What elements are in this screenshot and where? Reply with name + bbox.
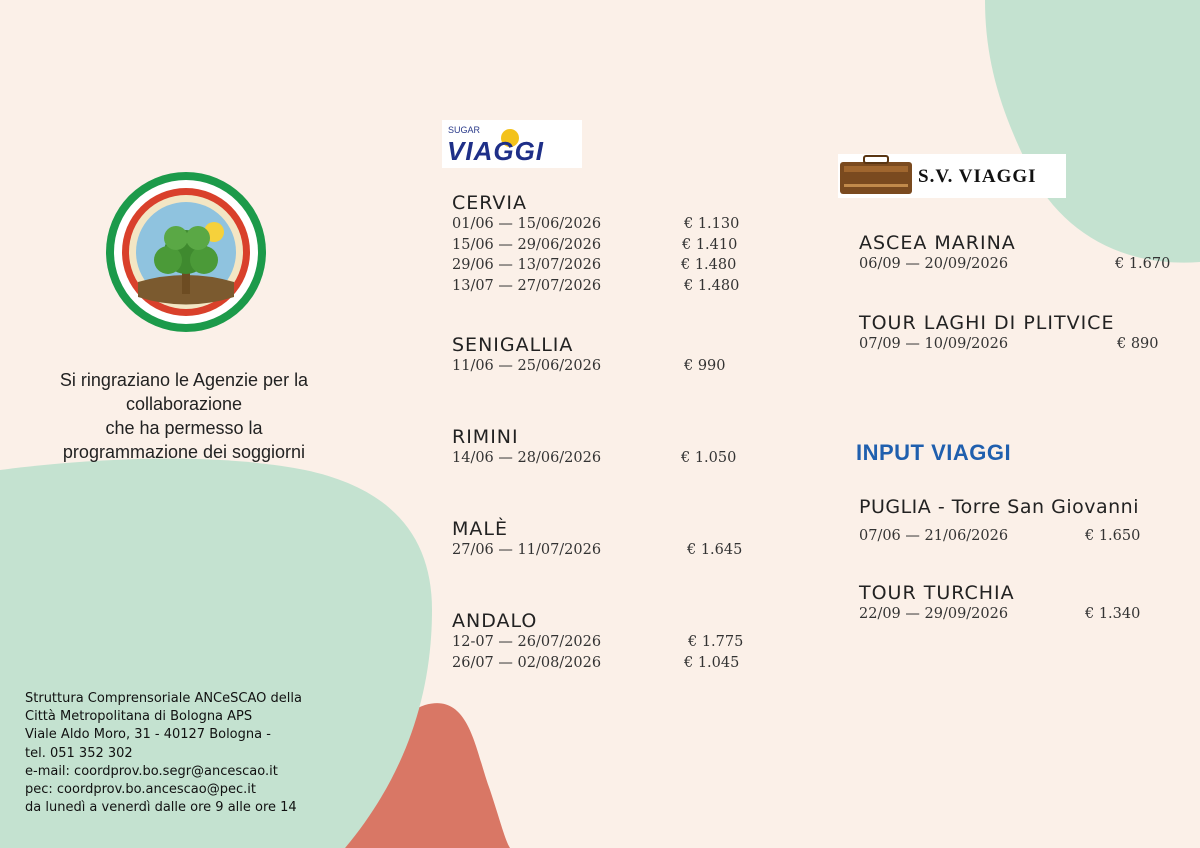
sv-logo-text: S.V. VIAGGI (918, 166, 1037, 187)
destination-title: ANDALO (452, 610, 538, 632)
dates: 07/09 — 10/09/2026 (859, 336, 1009, 352)
price: € 1.340 (1085, 606, 1141, 622)
dest-rimini (452, 426, 752, 471)
thanks-line: collaborazione (125, 394, 243, 414)
date-price-row (859, 256, 1179, 277)
date-price-row (859, 336, 1179, 357)
date-price-row (452, 237, 752, 258)
dest-turchia (859, 582, 1179, 627)
date-price-row (452, 450, 752, 471)
dates: 01/06 — 15/06/2026 (452, 216, 602, 232)
thanks-line: che ha permesso la (105, 418, 263, 438)
destination-title: TOUR LAGHI DI PLITVICE (859, 312, 1115, 334)
destination-title: RIMINI (452, 426, 519, 448)
date-price-row (452, 358, 752, 379)
contact-address (25, 690, 385, 817)
date-price-row (452, 216, 752, 237)
price: € 1.645 (687, 542, 743, 558)
dest-cervia (452, 192, 752, 298)
dest-plitvice (859, 312, 1179, 357)
address-line: Città Metropolitana di Bologna APS (25, 709, 253, 725)
address-line: Struttura Comprensoriale ANCeSCAO della (25, 691, 302, 706)
price: € 990 (684, 358, 726, 374)
dates: 29/06 — 13/07/2026 (452, 257, 602, 273)
dest-puglia (859, 496, 1179, 549)
price: € 1.045 (684, 654, 740, 671)
dates: 14/06 — 28/06/2026 (452, 450, 602, 466)
sugar-logo-small-text: SUGAR (448, 125, 481, 135)
destination-title: MALÈ (452, 518, 508, 540)
thanks-line: programmazione dei soggiorni (62, 442, 306, 462)
ancescao-logo (96, 172, 276, 342)
mint-blob-top-right (985, 0, 1200, 263)
dates: 12-07 — 26/07/2026 (452, 634, 602, 650)
input-viaggi-logo: INPUT VIAGGI (856, 440, 1012, 465)
sugar-logo-big-text: VIAGGI (447, 136, 545, 166)
date-price-row (452, 257, 752, 278)
price: € 1.480 (684, 277, 740, 294)
price: € 1.650 (1085, 528, 1141, 544)
dates: 07/06 — 21/06/2026 (859, 528, 1009, 544)
dates: 11/06 — 25/06/2026 (452, 358, 602, 374)
destination-title: TOUR TURCHIA (859, 582, 1015, 604)
sv-viaggi-logo (838, 154, 1066, 198)
price: € 1.410 (682, 236, 738, 253)
price: € 1.050 (681, 450, 737, 466)
thanks-text (20, 368, 348, 464)
date-price-row (452, 634, 752, 655)
price: € 1.130 (684, 216, 740, 232)
dates: 26/07 — 02/08/2026 (452, 654, 602, 671)
destination-title: ASCEA MARINA (859, 232, 1016, 254)
dates: 06/09 — 20/09/2026 (859, 256, 1009, 272)
address-line: tel. 051 352 302 (25, 745, 133, 761)
destination-title: SENIGALLIA (452, 334, 574, 356)
sugar-viaggi-logo (442, 120, 582, 168)
destination-title: CERVIA (452, 192, 528, 214)
address-line: pec: coordprov.bo.ancescao@pec.it (25, 782, 256, 798)
date-price-row (452, 278, 752, 299)
price: € 890 (1117, 336, 1159, 352)
address-line: e-mail: coordprov.bo.segr@ancescao.it (25, 763, 278, 779)
dates: 15/06 — 29/06/2026 (452, 236, 602, 253)
dest-senigallia (452, 334, 752, 379)
dest-male (452, 518, 752, 563)
address-line: da lunedì a venerdì dalle ore 9 alle ore 14 (25, 800, 297, 816)
date-price-row (452, 542, 752, 563)
date-price-row (859, 606, 1179, 627)
price: € 1.480 (681, 257, 737, 273)
dates: 22/09 — 29/09/2026 (859, 606, 1009, 622)
destination-title: PUGLIA - Torre San Giovanni (859, 496, 1139, 518)
dest-andalo (452, 610, 752, 675)
dates: 13/07 — 27/07/2026 (452, 277, 602, 294)
address-line: Viale Aldo Moro, 31 - 40127 Bologna - (25, 727, 271, 743)
price: € 1.775 (688, 634, 744, 650)
dest-ascea-marina (859, 232, 1179, 277)
price: € 1.670 (1115, 256, 1171, 272)
date-price-row (859, 528, 1179, 549)
date-price-row (452, 655, 752, 676)
dates: 27/06 — 11/07/2026 (452, 542, 602, 558)
thanks-line: Si ringraziano le Agenzie per la (59, 370, 309, 390)
